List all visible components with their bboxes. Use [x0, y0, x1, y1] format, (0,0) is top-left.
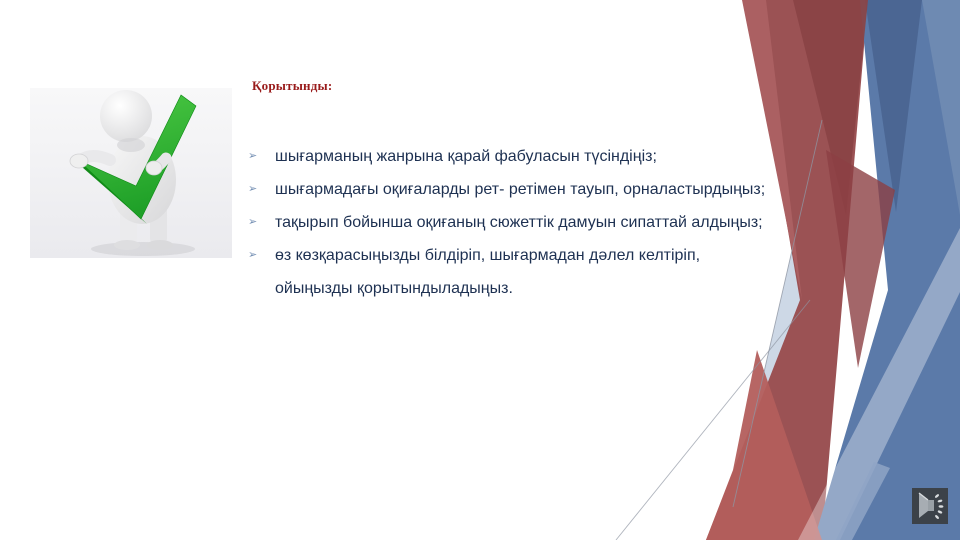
- floor-shadow: [91, 242, 195, 256]
- figure-left-hand: [70, 154, 88, 168]
- bullet-item: [248, 140, 848, 173]
- figure-head: [100, 90, 152, 142]
- bullet-arrow-icon: ➢: [248, 249, 258, 261]
- bullet-text: шығармадағы оқиғаларды рет- ретімен тауып, орналастырдыңыз;: [275, 181, 766, 198]
- audio-speaker-icon[interactable]: [912, 488, 948, 524]
- bullet-item: [248, 206, 848, 239]
- speaker-body: [928, 500, 934, 511]
- figure-right-hand: [146, 161, 162, 175]
- bullet-item: [248, 239, 848, 305]
- slide-title: Қорытынды:: [252, 78, 333, 93]
- figure-right-foot: [147, 240, 173, 250]
- bullet-arrow-icon: ➢: [248, 216, 258, 228]
- bullet-item: [248, 173, 848, 206]
- bullet-arrow-icon: ➢: [248, 183, 258, 195]
- figure-left-foot: [114, 240, 140, 250]
- checkmark-figure-svg: [30, 88, 232, 258]
- bullet-list: [248, 140, 848, 305]
- bullet-arrow-icon: ➢: [248, 150, 258, 162]
- figure-neck-shadow: [117, 138, 145, 152]
- bullet-text: шығарманың жанрына қарай фабуласын түсіндіңіз;: [275, 148, 657, 165]
- bullet-text: тақырып бойынша оқиғаның сюжеттік дамуын сипаттай алдыңыз;: [275, 214, 763, 231]
- checkmark-figure-image: [30, 88, 232, 258]
- bullet-text: өз көзқарасыңызды білдіріп, шығармадан дәлел келтіріп, ойыңызды қорытындыладыңыз.: [275, 247, 701, 297]
